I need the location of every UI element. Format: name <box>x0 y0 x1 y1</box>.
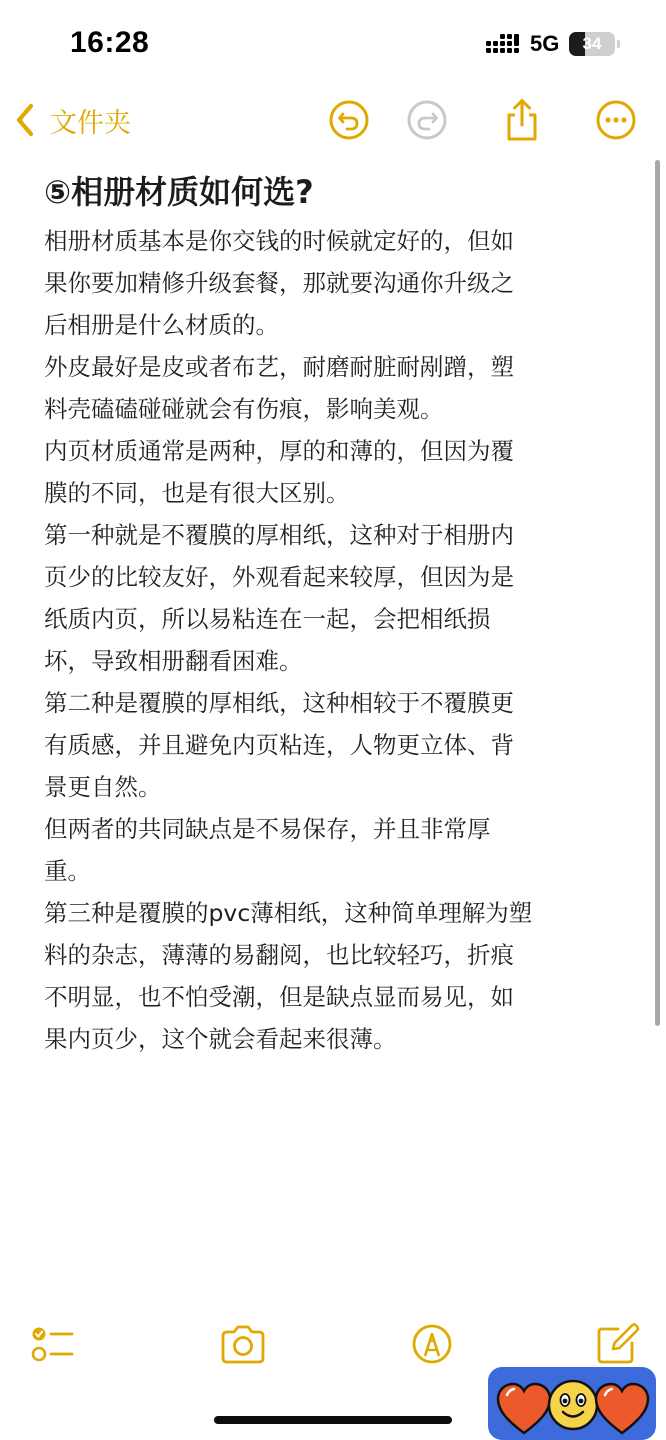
note-line: 膜的不同，也是有很大区别。 <box>44 479 350 507</box>
note-line: 料壳磕磕碰碰就会有伤痕，影响美观。 <box>44 395 444 423</box>
note-line: 相册材质基本是你交钱的时候就定好的，但如 <box>44 227 514 255</box>
note-line: 第二种是覆膜的厚相纸，这种相较于不覆膜更 <box>44 689 514 717</box>
note-paragraph <box>44 430 624 514</box>
note-paragraph <box>44 514 624 682</box>
battery-cap <box>617 40 620 48</box>
network-type: 5G <box>530 31 560 56</box>
note-line: 有质感，并且避免内页粘连，人物更立体、背 <box>44 731 514 759</box>
note-line: 料的杂志，薄薄的易翻阅，也比较轻巧，折痕 <box>44 941 514 969</box>
smiley-face-icon <box>549 1381 597 1429</box>
sticker <box>488 1367 656 1440</box>
checklist-icon[interactable] <box>28 1322 76 1366</box>
note-line: 但两者的共同缺点是不易保存，并且非常厚 <box>44 815 491 843</box>
note-paragraph <box>44 808 624 892</box>
compose-icon[interactable] <box>594 1322 642 1366</box>
status-bar <box>0 0 666 88</box>
more-icon[interactable] <box>594 98 638 142</box>
note-line: 坏，导致相册翻看困难。 <box>44 647 303 675</box>
battery-level: 34 <box>582 34 602 53</box>
note-paragraphs <box>44 220 624 1060</box>
status-time: 16:28 <box>70 26 150 59</box>
note-paragraph <box>44 346 624 430</box>
note-line: 后相册是什么材质的。 <box>44 311 279 339</box>
scrollbar[interactable] <box>655 160 660 1026</box>
note-paragraph <box>44 220 624 346</box>
note-line: 果你要加精修升级套餐，那就要沟通你升级之 <box>44 269 514 297</box>
signal-strength-icon <box>486 33 522 55</box>
note-line: 景更自然。 <box>44 773 162 801</box>
battery-icon <box>569 32 615 56</box>
note-line: 果内页少，这个就会看起来很薄。 <box>44 1025 397 1053</box>
note-line: 纸质内页，所以易粘连在一起，会把相纸损 <box>44 605 491 633</box>
markup-pen-icon[interactable] <box>408 1322 456 1366</box>
note-body[interactable] <box>44 166 624 1060</box>
undo-icon[interactable] <box>327 98 371 142</box>
note-paragraph <box>44 892 624 1060</box>
back-button[interactable] <box>14 98 131 142</box>
home-indicator[interactable] <box>214 1416 452 1424</box>
note-line: 重。 <box>44 857 91 885</box>
note-title: ⑤相册材质如何选? <box>44 173 314 211</box>
share-icon[interactable] <box>500 98 544 142</box>
nav-bar <box>0 88 666 152</box>
note-line: 页少的比较友好，外观看起来较厚，但因为是 <box>44 563 514 591</box>
note-line: 外皮最好是皮或者布艺，耐磨耐脏耐剐蹭，塑 <box>44 353 514 381</box>
redo-icon[interactable] <box>405 98 449 142</box>
heart-icon <box>498 1384 550 1433</box>
sticker-art <box>488 1367 656 1440</box>
camera-icon[interactable] <box>219 1322 267 1366</box>
note-line: 不明显，也不怕受潮，但是缺点显而易见，如 <box>44 983 514 1011</box>
note-paragraph <box>44 682 624 808</box>
note-line: 内页材质通常是两种，厚的和薄的，但因为覆 <box>44 437 514 465</box>
note-line: 第一种就是不覆膜的厚相纸，这种对于相册内 <box>44 521 514 549</box>
note-line: 第三种是覆膜的pvc薄相纸，这种简单理解为塑 <box>44 899 533 927</box>
heart-icon <box>596 1384 648 1433</box>
back-label: 文件夹 <box>50 107 131 139</box>
chevron-left-icon <box>14 102 36 138</box>
